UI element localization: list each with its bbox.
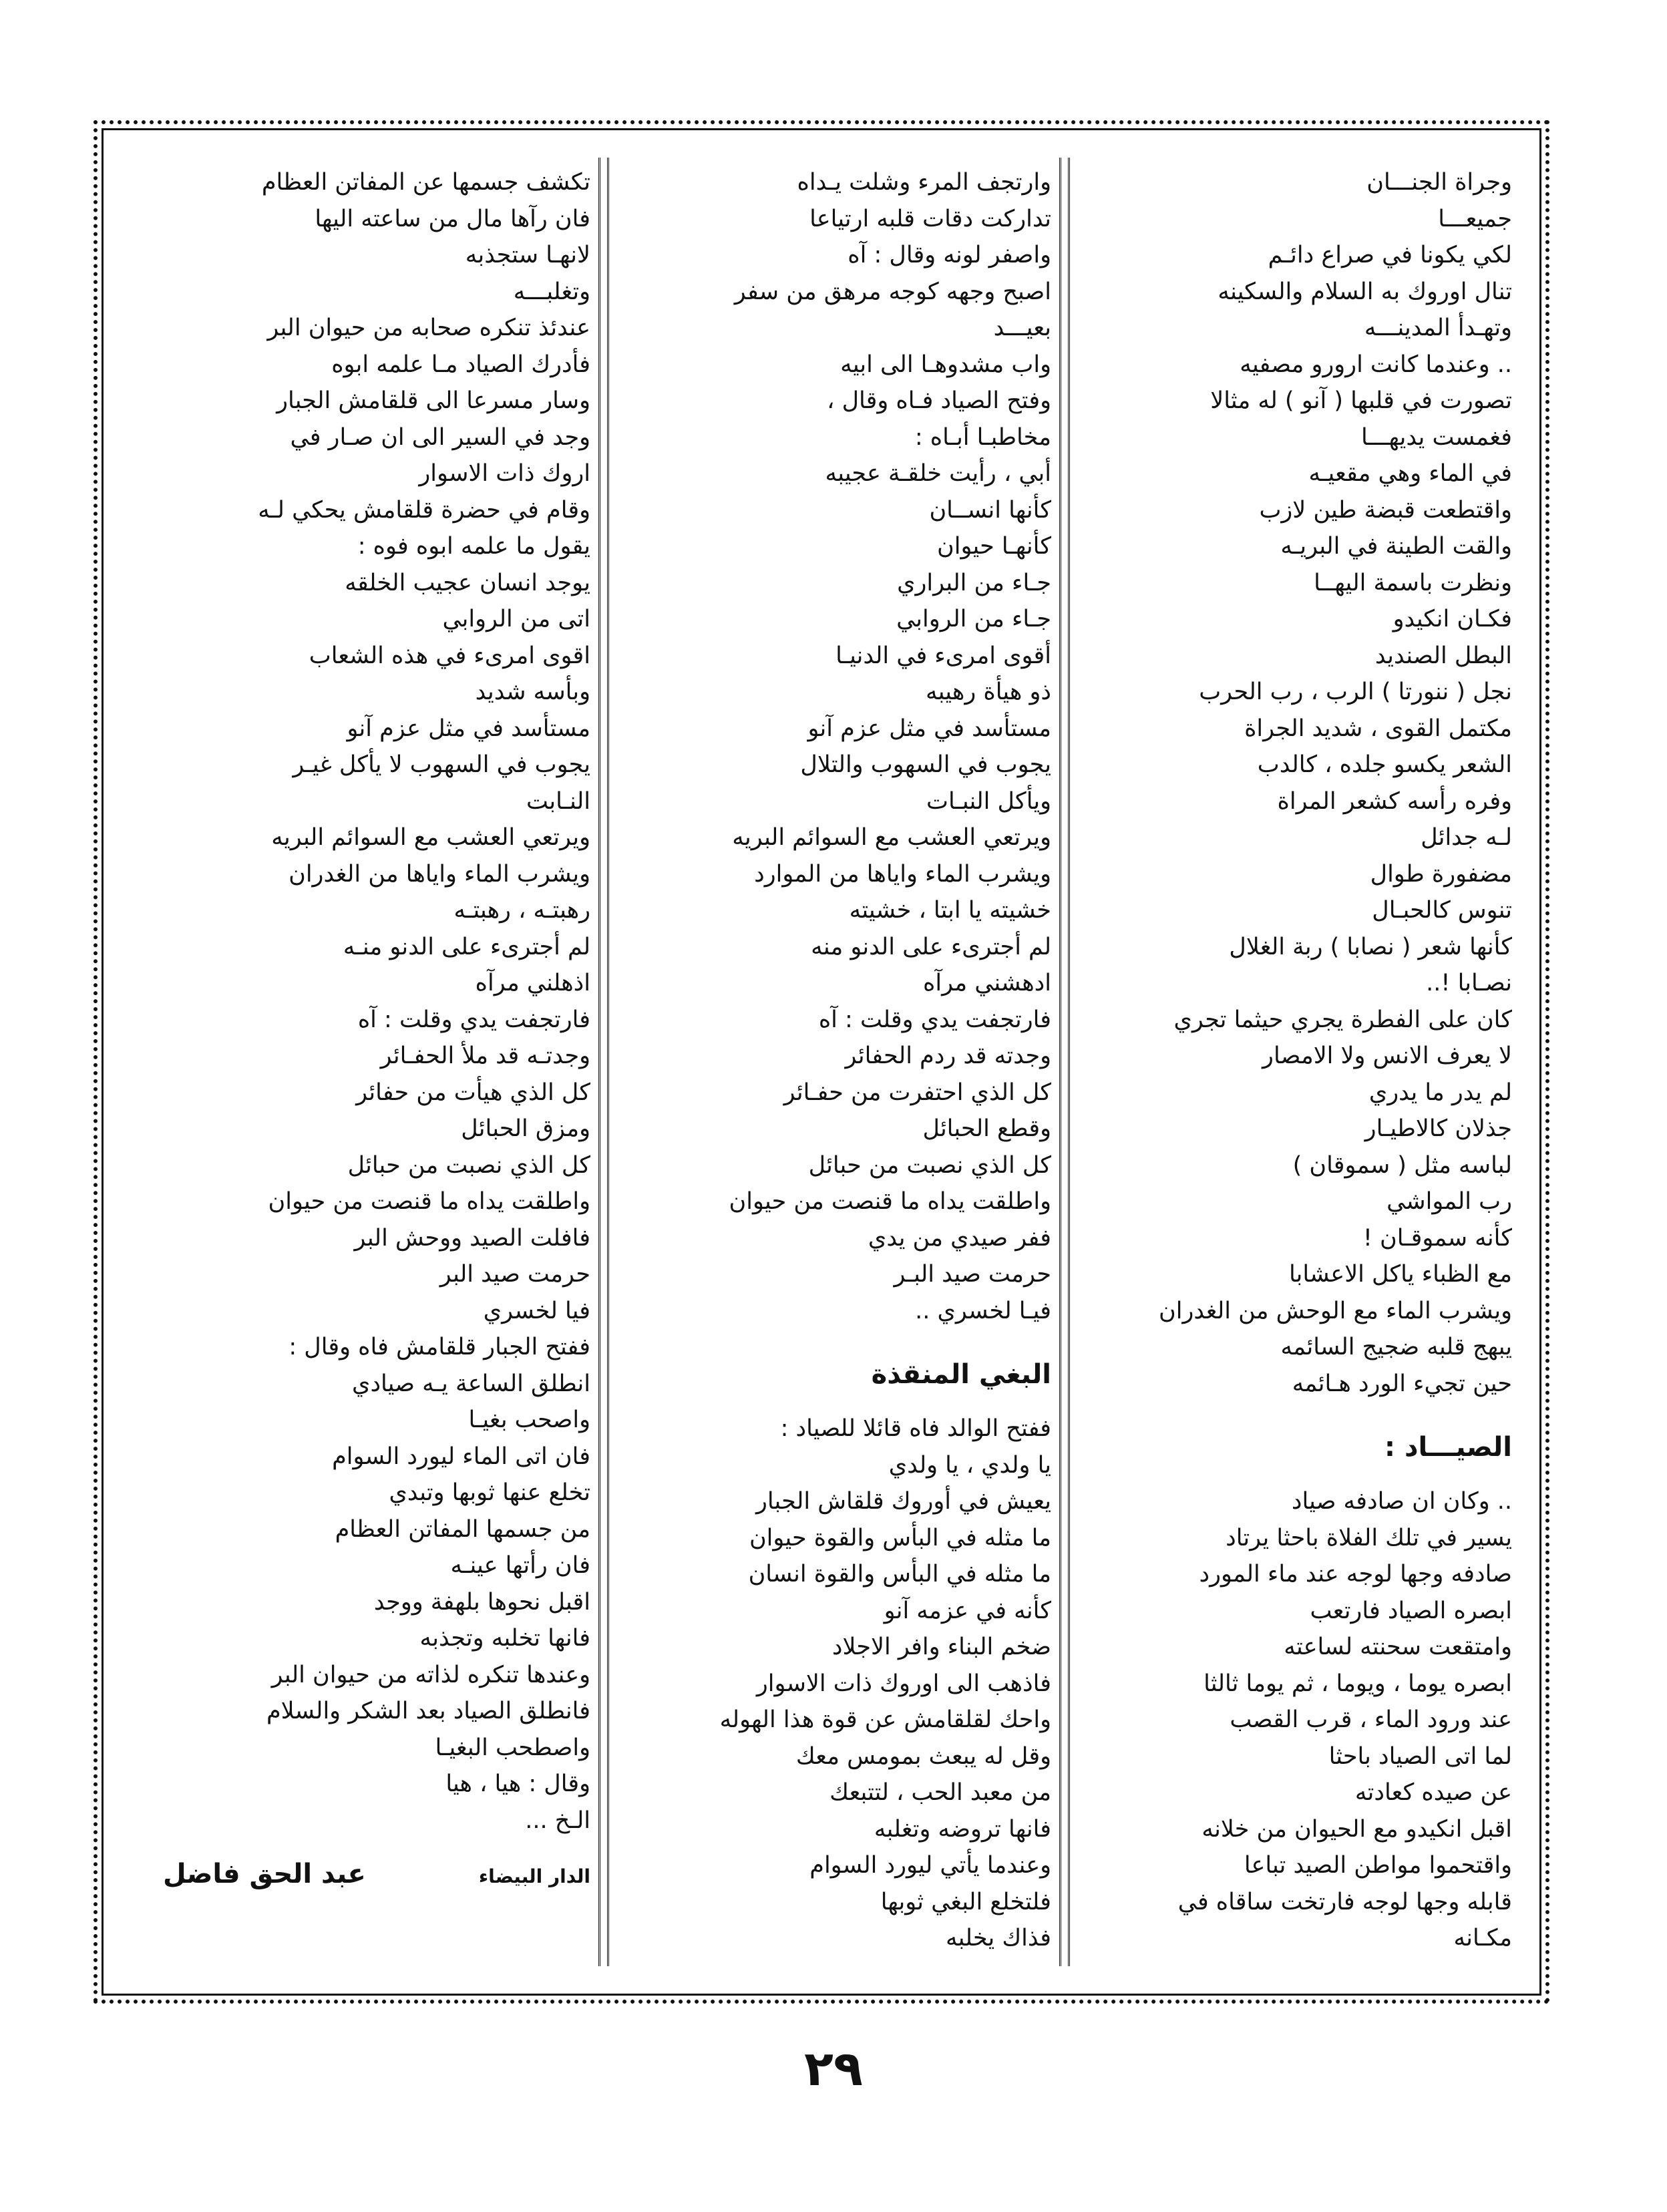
poem-line: لا يعرف الانس ولا الامصار bbox=[1262, 1043, 1512, 1069]
poem-line: ضخم البناء وافر الاجلاد bbox=[831, 1634, 1051, 1660]
poem-line: مستأسد في مثل عزم آنو bbox=[347, 715, 590, 742]
poem-line: ففتح الوالد فاه قائلا للصياد : bbox=[780, 1415, 1051, 1442]
poem-line: تنال اوروك به السلام والسكينه bbox=[1218, 278, 1512, 305]
poem-line: فيا لخسري bbox=[483, 1297, 590, 1324]
poem-line: فان رآها مال من ساعته اليها bbox=[315, 205, 590, 232]
poem-lines-right-a bbox=[1085, 164, 1512, 1402]
poem-line: لانهـا ستجذبه bbox=[465, 242, 590, 268]
poem-line: يقول ما علمه ابوه فوه : bbox=[357, 533, 590, 560]
page-border bbox=[94, 120, 1549, 2004]
poem-line: عند ورود الماء ، قرب القصب bbox=[1230, 1706, 1512, 1733]
poem-line: جـاء من الروابي bbox=[896, 606, 1051, 632]
poem-line: فاذهب الى اوروك ذات الاسوار bbox=[756, 1670, 1051, 1697]
poem-line: وامتقعت سحنته لساعته bbox=[1284, 1634, 1512, 1660]
poem-line: .. وعندما كانت ارورو مصفيه bbox=[1240, 351, 1512, 378]
poem-line: اقوى امرىء في هذه الشعاب bbox=[309, 642, 590, 669]
poem-line: خشيته يا ابتا ، خشيته bbox=[849, 897, 1051, 924]
poem-line: ما مثله في البأس والقوة انسان bbox=[748, 1561, 1051, 1588]
poem-line: يا ولدي ، يا ولدي bbox=[888, 1451, 1051, 1479]
poem-line: وجدته قد ردم الحفائر bbox=[845, 1043, 1051, 1069]
poem-line: اقبل نحوها بلهفة ووجد bbox=[373, 1588, 590, 1616]
poem-line: ادهشني مرآه bbox=[923, 970, 1051, 996]
poem-line: مع الظباء ياكل الاعشابا bbox=[1289, 1261, 1512, 1288]
poem-line: يسير في تلك الفلاة باحثا يرتاد bbox=[1226, 1524, 1512, 1551]
poem-line: وبأسه شديد bbox=[475, 679, 590, 705]
poem-line: وفتح الصياد فـاه وقال ، bbox=[827, 387, 1051, 414]
poem-line: تنوس كالحبـال bbox=[1372, 897, 1512, 924]
poem-line: وجدتـه قد ملأ الحفـائر bbox=[380, 1043, 590, 1069]
poem-line: الشعر يكسو جلده ، كالدب bbox=[1257, 751, 1512, 778]
poem-line: لم أجترىء على الدنو منه bbox=[811, 933, 1051, 960]
signature-place: الدار البيضاء bbox=[478, 1865, 590, 1887]
poem-line: ففتح الجبار قلقامش فاه وقال : bbox=[289, 1334, 590, 1360]
poem-line: اقبل انكيدو مع الحيوان من خلانه bbox=[1201, 1815, 1512, 1843]
poem-line: لم يدر ما يدري bbox=[1368, 1079, 1512, 1106]
poem-line: فأدرك الصياد مـا علمه ابوه bbox=[331, 351, 590, 378]
signature-block bbox=[163, 1859, 590, 1889]
poem-line: كأنها شعر ( نصابا ) ربة الغلال bbox=[1229, 933, 1512, 960]
poem-line: من جسمها المفاتن العظام bbox=[335, 1515, 590, 1543]
poem-line: نصـابا !.. bbox=[1426, 970, 1512, 996]
poem-line: الـخ ... bbox=[525, 1807, 590, 1834]
poem-line: وعندها تنكره لذاته من حيوان البر bbox=[271, 1661, 590, 1688]
column-left bbox=[163, 164, 590, 1889]
poem-line: وقام في حضرة قلقامش يحكي لـه bbox=[258, 496, 590, 524]
poem-lines-left bbox=[163, 164, 590, 1839]
poem-line: واصطحب البغيـا bbox=[435, 1734, 590, 1761]
poem-line: .. وكان ان صادفه صياد bbox=[1291, 1488, 1512, 1515]
poem-line: لما اتى الصياد باحثا bbox=[1328, 1742, 1512, 1770]
poem-line: واحك لقلقامش عن قوة هذا الهوله bbox=[719, 1706, 1051, 1733]
poem-line: جذلان كالاطيـار bbox=[1364, 1115, 1512, 1142]
poem-line: اصبح وجهه كوجه مرهق من سفر bbox=[734, 278, 1051, 305]
poem-line: تصورت في قلبها ( آنو ) له مثالا bbox=[1210, 387, 1512, 414]
poem-line: مخاطبـا أبـاه : bbox=[914, 423, 1051, 451]
poem-line: فانطلق الصياد بعد الشكر والسلام bbox=[266, 1698, 590, 1724]
poem-line: واصفر لونه وقال : آه bbox=[848, 242, 1051, 268]
poem-line: وعندما يأتي ليورد السوام bbox=[809, 1852, 1051, 1879]
poem-line: حرمت صيد البر bbox=[439, 1261, 590, 1288]
poem-line: وقل له يبعث بمومس معك bbox=[795, 1742, 1051, 1770]
poem-line: أبي ، رأيت خلقـة عجيبه bbox=[825, 460, 1051, 487]
poem-line: فان رأتها عينـه bbox=[450, 1552, 590, 1579]
poem-line: فارتجفت يدي وقلت : آه bbox=[818, 1006, 1051, 1033]
poem-line: ويشرب الماء واياها من الموارد bbox=[754, 860, 1051, 888]
poem-line: واطلقت يداه ما قنصت من حيوان bbox=[729, 1188, 1051, 1215]
poem-line: رهبتـه ، رهبتـه bbox=[453, 897, 590, 924]
signature-author: عبد الحق فاضل bbox=[163, 1859, 366, 1889]
poem-line: يعيش في أوروك قلقاش الجبار bbox=[755, 1488, 1051, 1515]
poem-line: فيـا لخسري .. bbox=[915, 1297, 1051, 1324]
poem-line: وارتجف المرء وشلت يـداه bbox=[797, 169, 1051, 196]
poem-line: نجل ( ننورتا ) الرب ، رب الحرب bbox=[1199, 679, 1512, 705]
poem-line: فانها تخلبه وتجذبه bbox=[419, 1625, 590, 1652]
poem-line: فذاك يخلبه bbox=[945, 1925, 1051, 1952]
column-divider bbox=[598, 158, 609, 1966]
poem-line: واقتطعت قبضة طين لازب bbox=[1259, 496, 1512, 524]
poem-line: جـاء من البراري bbox=[897, 569, 1051, 596]
poem-line: كل الذي هيأت من حفائر bbox=[356, 1079, 590, 1106]
poem-line: مكـانه bbox=[1453, 1925, 1512, 1952]
poem-line: كل الذي احتفرت من حفـائر bbox=[783, 1079, 1051, 1106]
poem-line: تكشف جسمها عن المفاتن العظام bbox=[261, 169, 590, 196]
poem-line: يجوب في السهوب والتلال bbox=[800, 751, 1051, 778]
poem-line: ذو هيأة رهيبه bbox=[925, 679, 1051, 705]
poem-line: في الماء وهي مقعيـه bbox=[1308, 460, 1512, 487]
poem-line: اذهلني مرآه bbox=[475, 970, 590, 996]
poem-line: عن صيده كعادته bbox=[1354, 1779, 1512, 1806]
poem-line: والقت الطينة في البريـه bbox=[1280, 533, 1512, 560]
poem-line: ففر صيدي من يدي bbox=[868, 1224, 1051, 1252]
poem-lines-middle-b bbox=[624, 1411, 1051, 1957]
poem-line: ويشرب الماء واياها من الغدران bbox=[289, 860, 590, 888]
poem-line: ابصره يوما ، ويوما ، ثم يوما ثالثا bbox=[1203, 1670, 1512, 1697]
poem-line: لباسه مثل ( سموقان ) bbox=[1292, 1151, 1512, 1179]
poem-line: كان على الفطرة يجري حيثما تجري bbox=[1173, 1006, 1512, 1033]
poem-line: كأنه في عزمه آنو bbox=[884, 1597, 1051, 1624]
poem-line: وقطع الحبائل bbox=[922, 1115, 1051, 1142]
poem-line: لم أجترىء على الدنو منـه bbox=[343, 933, 590, 960]
poem-line: فان اتى الماء ليورد السوام bbox=[332, 1443, 590, 1470]
poem-lines-middle-a bbox=[624, 164, 1051, 1329]
poem-line: كل الذي نصبت من حبائل bbox=[347, 1151, 590, 1179]
poem-line: لـه جدائل bbox=[1421, 824, 1512, 851]
section-heading-hunter: الصيـــاد : bbox=[1384, 1432, 1512, 1463]
poem-line: اتى من الروابي bbox=[442, 606, 590, 632]
poem-line: كأنه سموقـان ! bbox=[1362, 1224, 1512, 1252]
poem-line: وسار مسرعا الى قلقامش الجبار bbox=[276, 387, 590, 414]
poem-lines-right-b bbox=[1085, 1483, 1512, 1957]
poem-line: لكي يكونا في صراع دائـم bbox=[1268, 242, 1512, 268]
poem-line: واصحب بغيـا bbox=[468, 1407, 590, 1433]
poem-line: رب المواشي bbox=[1386, 1188, 1512, 1215]
poem-line: صادفه وجها لوجه عند ماء المورد bbox=[1199, 1561, 1512, 1588]
poem-line: وقال : هيا ، هيا bbox=[445, 1771, 590, 1797]
column-middle bbox=[624, 164, 1051, 1957]
poem-line: ويأكل النبـات bbox=[926, 787, 1051, 815]
poem-line: عندئذ تنكره صحابه من حيوان البر bbox=[267, 315, 590, 341]
column-divider bbox=[1059, 158, 1070, 1966]
poem-line: واطلقت يداه ما قنصت من حيوان bbox=[268, 1188, 590, 1215]
poem-line: واقتحموا مواطن الصيد تباعا bbox=[1244, 1852, 1512, 1879]
poem-line: فانها تروضه وتغلبه bbox=[874, 1815, 1051, 1843]
poem-line: النـابت bbox=[526, 787, 590, 815]
column-right bbox=[1085, 164, 1512, 1957]
poem-line: كل الذي نصبت من حبائل bbox=[808, 1151, 1051, 1179]
poem-line: وتغلبـــه bbox=[513, 278, 590, 305]
poem-line: وجد في السير الى ان صـار في bbox=[290, 423, 590, 451]
poem-line: ابصره الصياد فارتعب bbox=[1310, 1597, 1512, 1624]
poem-line: جميعـــا bbox=[1438, 205, 1512, 232]
poem-line: فافلت الصيد ووحش البر bbox=[354, 1224, 590, 1252]
poem-line: واب مشدوهـا الى ابيه bbox=[840, 351, 1051, 378]
poem-line: ويرتعي العشب مع السوائم البريه bbox=[271, 824, 590, 851]
poem-line: كأنهـا حيوان bbox=[937, 533, 1051, 560]
poem-line: مستأسد في مثل عزم آنو bbox=[807, 715, 1051, 742]
poem-line: انطلق الساعة يـه صيادي bbox=[352, 1370, 590, 1397]
poem-line: أقوى امرىء في الدنيـا bbox=[836, 642, 1051, 669]
poem-line: يبهج قلبه ضجيج السائمه bbox=[1280, 1334, 1512, 1360]
poem-line: يجوب في السهوب لا يأكل غيـر bbox=[293, 751, 590, 778]
poem-line: حين تجيء الورد هـائمه bbox=[1292, 1370, 1512, 1397]
poem-line: تخلع عنها ثوبها وتبدي bbox=[389, 1479, 590, 1506]
poem-line: فلتخلع البغي ثوبها bbox=[880, 1888, 1051, 1915]
poem-line: ونظرت باسمة اليهــا bbox=[1314, 569, 1512, 596]
poem-line: تداركت دقات قلبه ارتياعا bbox=[809, 205, 1051, 232]
poem-line: وتهـدأ المدينـــه bbox=[1364, 315, 1512, 341]
poem-line: قابله وجها لوجه فارتخت ساقاه في bbox=[1177, 1888, 1512, 1915]
poem-line: مضفورة طوال bbox=[1370, 860, 1512, 888]
poem-line: من معبد الحب ، لتتبعك bbox=[829, 1779, 1051, 1806]
poem-line: بعيـــد bbox=[993, 315, 1051, 341]
poem-line: فغمست يديهـــا bbox=[1361, 423, 1512, 451]
poem-line: حرمت صيد البـر bbox=[894, 1261, 1051, 1288]
poem-line: يوجد انسان عجيب الخلقه bbox=[345, 569, 590, 596]
poem-line: اروك ذات الاسوار bbox=[419, 460, 590, 487]
poem-line: ويشرب الماء مع الوحش من الغدران bbox=[1159, 1297, 1512, 1324]
page-number: ٢٩ bbox=[804, 2040, 863, 2096]
poem-line: كأنها انســان bbox=[929, 496, 1051, 524]
poem-line: وفره رأسه كشعر المراة bbox=[1277, 787, 1512, 815]
section-heading-savior-harlot: البغي المنقذة bbox=[871, 1359, 1051, 1390]
poem-line: فكـان انكيدو bbox=[1393, 606, 1512, 632]
poem-line: ومزق الحبائل bbox=[461, 1115, 590, 1142]
poem-line: فارتجفت يدي وقلت : آه bbox=[357, 1006, 590, 1033]
poem-line: مكتمل القوى ، شديد الجراة bbox=[1244, 715, 1512, 742]
poem-line: ما مثله في البأس والقوة حيوان bbox=[749, 1524, 1051, 1551]
poem-line: البطل الصنديد bbox=[1374, 642, 1512, 669]
poem-line: وجراة الجنـــان bbox=[1366, 169, 1512, 196]
poem-line: ويرتعي العشب مع السوائم البريه bbox=[732, 824, 1051, 851]
